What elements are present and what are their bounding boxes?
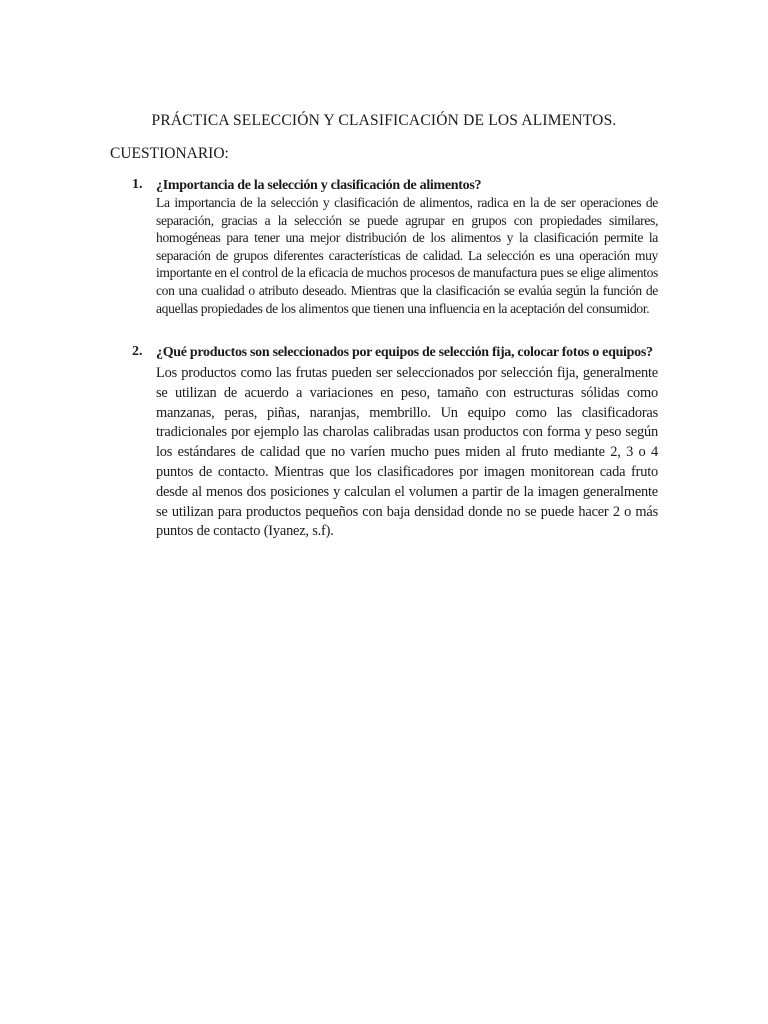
document-title: PRÁCTICA SELECCIÓN Y CLASIFICACIÓN DE LOS ALIMENTOS. xyxy=(151,112,617,129)
question-2-title: ¿Qué productos son seleccionados por equipos de selección fija, colocar fotos o equipos? xyxy=(156,345,653,360)
question-2 xyxy=(110,344,658,542)
question-1-number: 1. xyxy=(132,177,143,192)
question-1 xyxy=(110,177,658,317)
question-1-answer: La importancia de la selección y clasificación de alimentos, radica en la de ser operaciones de separación, gracias a la selección se puede agrupar en grupos con propiedades similares, homogéneas para tener una mejor distribución de los alimentos y la clasificación permite la separación de grupos diferentes características de calidad. La selección es una operación muy importante en el control de la eficacia de muchos procesos de manufactura pues se elige alimentos con una cualidad o atributo deseado. Mientras que la clasificación se evalúa según la función de aquellas propiedades de los alimentos que tienen una influencia en la aceptación del consumidor. xyxy=(156,195,658,316)
section-heading: CUESTIONARIO: xyxy=(110,145,229,162)
question-2-number: 2. xyxy=(132,344,143,359)
question-2-answer: Los productos como las frutas pueden ser seleccionados por selección fija, generalmente se utilizan de acuerdo a variaciones en peso, tamaño con estructuras sólidas como manzanas, peras, piñas, naranjas, membrillo. Un equipo como las clasificadoras tradicionales por ejemplo las charolas calibradas usan productos con forma y peso según los estándares de calidad que no varíen mucho pues miden al fruto mediante 2, 3 o 4 puntos de contacto. Mientras que los clasificadores por imagen monitorean cada fruto desde al menos dos posiciones y calculan el volumen a partir de la imagen generalmente se utilizan para productos pequeños con baja densidad donde no se puede hacer 2 o más puntos de contacto (Iyanez, s.f). xyxy=(156,365,658,540)
question-1-title: ¿Importancia de la selección y clasificación de alimentos? xyxy=(156,178,482,193)
